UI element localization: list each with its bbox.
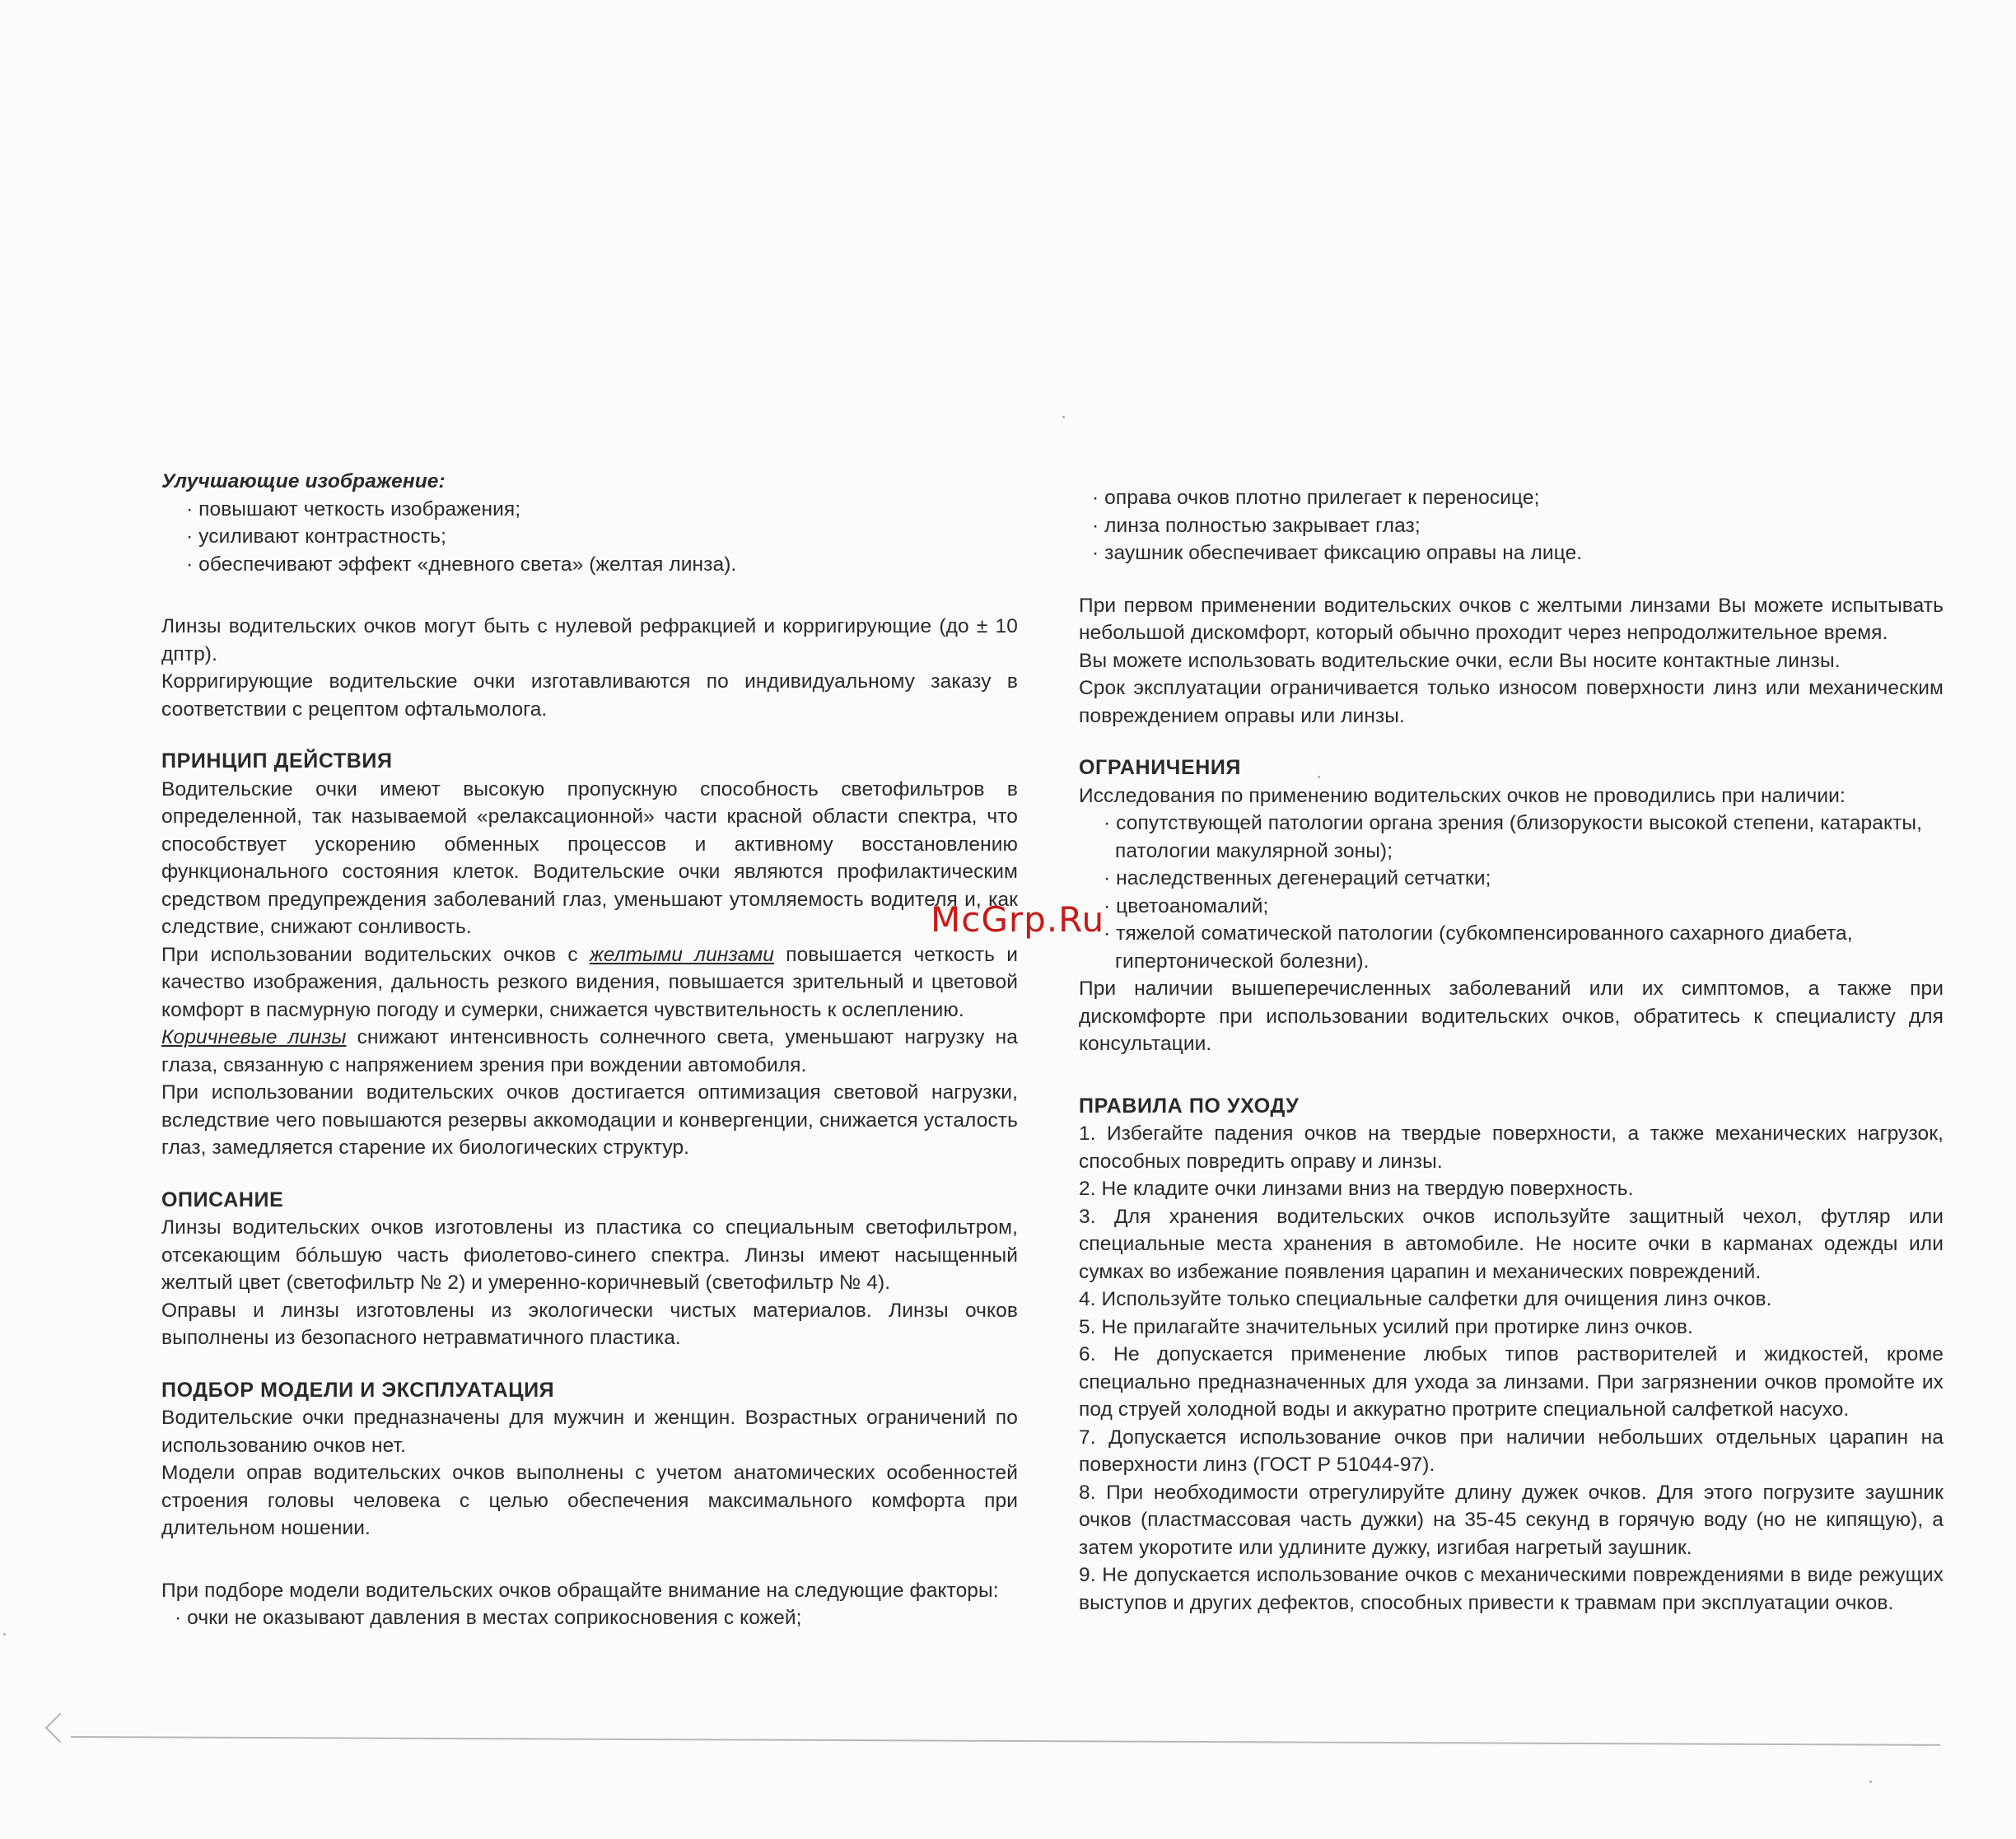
watermark-text: McGrp.Ru <box>931 899 1105 940</box>
selection-paragraph-2: Модели оправ водительских очков выполнены с учетом анатомических особенностей строения головы человека с целью обеспечения максимального комфорта при длительном ношении. <box>161 1462 1018 1539</box>
list-item: 7. Допускается использование очков при наличии небольших отдельных царапин на поверхности линз (ГОСТ Р 51044-97). <box>1079 1426 1944 1476</box>
list-item: 9. Не допускается использование очков с механическими повреждениями в виде режущих выступов и других дефектов, способных привести к травмам при эксплуатации очков. <box>1079 1564 1944 1614</box>
principle-paragraph-1: Водительские очки имеют высокую пропускную способность светофильтров в определенной, так называемой «релаксационной» части красной области спектра, что способствует ускорению обменных процессов и активному восстановлению функционального состояния клеток. Водительские очки являются профилактическим средством предупреждения заболеваний глаз, уменьшают утомляемость водителя и, как следствие, снижают сонливость. <box>161 777 1018 938</box>
list-item: 2. Не кладите очки линзами вниз на твердую поверхность. <box>1079 1178 1634 1200</box>
list-item: · заушник обеспечивает фиксацию оправы на лице. <box>1092 542 1583 564</box>
care-list <box>1079 1120 1944 1617</box>
description-paragraph-2: Оправы и линзы изготовлены из экологически чистых материалов. Линзы очков выполнены из безопасного нетравматичного пластика. <box>161 1299 1018 1349</box>
list-item: · оправа очков плотно прилегает к переносице; <box>1092 487 1540 509</box>
selection-heading: ПОДБОР МОДЕЛИ И ЭКСПЛУАТАЦИЯ <box>161 1378 555 1402</box>
list-item: 6. Не допускается применение любых типов растворителей и жидкостей, кроме специально предназначенных для ухода за линзами. При загрязнении очков промойте их под струей холодной воды и аккуратно протрите специальной салфеткой насухо. <box>1079 1343 1944 1421</box>
list-item: · сопутствующей патологии органа зрения (близорукости высокой степени, катаракты, патологии макулярной зоны); <box>1104 812 1923 862</box>
scan-speck <box>1062 416 1065 418</box>
corrective-paragraph: Корригирующие водительские очки изготавливаются по индивидуальному заказу в соответствии с рецептом офтальмолога. <box>161 670 1018 721</box>
selection-paragraph-1: Водительские очки предназначены для мужчин и женщин. Возрастных ограничений по использованию очков нет. <box>161 1407 1018 1457</box>
brown-lenses-term: Коричневые линзы <box>161 1026 347 1048</box>
yellow-lenses-term: желтыми линзами <box>589 943 774 966</box>
principle-p3-end: снижают интенсивность солнечного света, уменьшают нагрузку на глаза, связанную с напряжением зрения при вождении автомобиля. <box>161 1026 1018 1076</box>
first-use-paragraph: При первом применении водительских очков с желтыми линзами Вы можете испытывать небольшой дискомфорт, который обычно проходит через непродолжительное время. <box>1079 594 1944 644</box>
list-item: · тяжелой соматической патологии (субкомпенсированного сахарного диабета, гипертонической болезни). <box>1104 922 1853 973</box>
improving-subtitle: Улучшающие изображение: <box>161 470 446 492</box>
list-item: · наследственных дегенераций сетчатки; <box>1104 867 1491 889</box>
list-item: · усиливают контрастность; <box>186 525 446 548</box>
list-item: 4. Используйте только специальные салфетки для очищения линз очков. <box>1079 1288 1772 1310</box>
list-item: 3. Для хранения водительских очков используйте защитный чехол, футляр или специальные места хранения в автомобиле. Не носите очки в карманах одежды или сумках во избежание появления царапин и механических повреждений. <box>1079 1205 1944 1283</box>
scan-speck <box>3 1633 6 1636</box>
list-item: 1. Избегайте падения очков на твердые поверхности, а также механических нагрузок, способных повредить оправу и линзы. <box>1079 1123 1944 1173</box>
selection-paragraph-3: При подборе модели водительских очков обращайте внимание на следующие факторы: <box>161 1579 999 1602</box>
limits-intro: Исследования по применению водительских очков не проводились при наличии: <box>1079 784 1846 807</box>
selection-list <box>161 1604 1018 1632</box>
principle-paragraph-4: При использовании водительских очков достигается оптимизация световой нагрузки, вследствие чего повышаются резервы аккомодации и конвергенции, снижается усталость глаз, замедляется старение их биологических структур. <box>161 1081 1018 1159</box>
list-item: · цветоаномалий; <box>1104 894 1269 917</box>
care-heading: ПРАВИЛА ПО УХОДУ <box>1079 1094 1300 1118</box>
list-item: · обеспечивают эффект «дневного света» (желтая линза). <box>186 553 737 576</box>
improving-list <box>161 496 1018 579</box>
lenses-paragraph: Линзы водительских очков могут быть с нулевой рефракцией и корригирующие (до ± 10 дптр). <box>161 615 1018 665</box>
lifetime-paragraph: Срок эксплуатации ограничивается только износом поверхности линз или механическим повреждением оправы или линзы. <box>1079 677 1944 727</box>
list-item: 8. При необходимости отрегулируйте длину дужек очков. Для этого погрузите заушник очков (пластмассовая часть дужки) на 35-45 секунд в горячую воду (но не кипящую), а затем укоротите или удлините дужку, изгибая нагретый заушник. <box>1079 1481 1944 1559</box>
list-item: · повышают четкость изображения; <box>186 497 521 520</box>
limits-list <box>1079 810 1944 975</box>
principle-p2-end: повышается четкость и качество изображения, дальность резкого видения, повышается зрительный и цветовой комфорт в пасмурную погоду и сумерки, снижается чувствительность к ослеплению. <box>161 943 1018 1021</box>
limits-outro: При наличии вышеперечисленных заболеваний или их симптомов, а также при дискомфорте при использовании водительских очков, обратитесь к специалисту для консультации. <box>1079 978 1944 1055</box>
principle-heading: ПРИНЦИП ДЕЙСТВИЯ <box>161 749 393 772</box>
principle-p2-start: При использовании водительских очков с <box>161 943 590 966</box>
scan-speck <box>1318 776 1320 778</box>
list-item: · линза полностью закрывает глаз; <box>1092 514 1421 537</box>
list-item: · очки не оказывают давления в местах соприкосновения с кожей; <box>175 1607 802 1629</box>
description-paragraph-1: Линзы водительских очков изготовлены из пластика со специальным светофильтром, отсекающим бóльшую часть фиолетово-синего спектра. Линзы имеют насыщенный желтый цвет (светофильтр № 2) и умеренно-коричневый (светофильтр № 4). <box>161 1216 1018 1294</box>
contacts-paragraph: Вы можете использовать водительские очки, если Вы носите контактные линзы. <box>1079 649 1841 672</box>
principle-paragraph-3 <box>161 1024 1018 1079</box>
page-fold-line <box>71 1736 1940 1746</box>
scan-speck <box>1869 1781 1872 1783</box>
left-column <box>161 468 1018 1632</box>
fit-list <box>1079 484 1944 567</box>
principle-paragraph-2 <box>161 941 1018 1025</box>
corner-mark-icon <box>45 1713 76 1743</box>
right-column <box>1079 484 1944 1617</box>
list-item: 5. Не прилагайте значительных усилий при протирке линз очков. <box>1079 1315 1693 1338</box>
limits-heading: ОГРАНИЧЕНИЯ <box>1079 756 1242 779</box>
description-heading: ОПИСАНИЕ <box>161 1188 284 1211</box>
